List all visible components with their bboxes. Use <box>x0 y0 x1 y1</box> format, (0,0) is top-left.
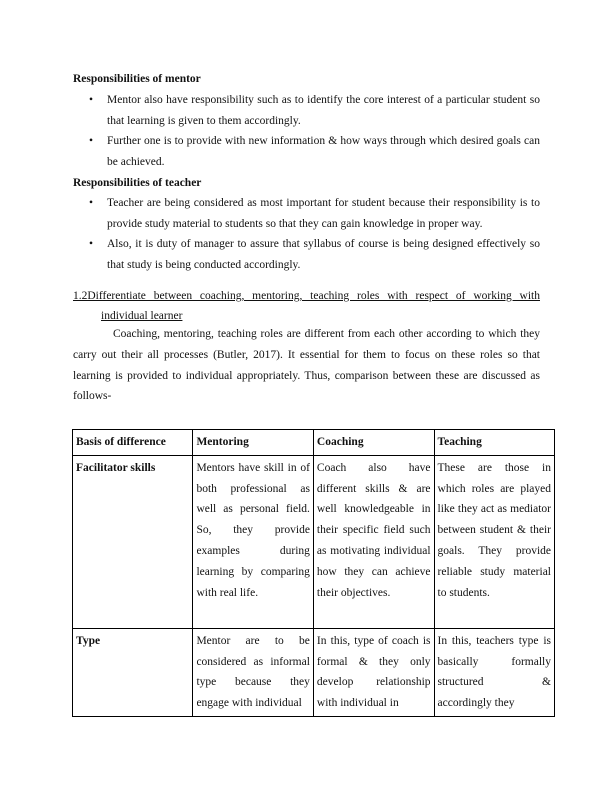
section-title-line-2: individual learner <box>101 310 183 322</box>
header-basis: Basis of difference <box>73 430 193 456</box>
table-row <box>73 628 555 716</box>
intro-paragraph: Coaching, mentoring, teaching roles are different from each other according to which they carry out their all processes (Butler, 2017). It essential for them to focus on these roles so that learning is provided to individual appropriately. Thus, comparison between these are discussed as follows- <box>73 328 540 403</box>
bullet-icon: • <box>89 94 94 106</box>
bullet-text: Also, it is duty of manager to assure that syllabus of course is being designed effectively so that study is being conducted accordingly. <box>107 238 540 271</box>
bullet-text: Further one is to provide with new information & how ways through which desired goals can be achieved. <box>107 135 540 168</box>
bullet-icon: • <box>89 238 94 250</box>
row-coaching: In this, type of coach is formal & they only develop relationship with individual in <box>313 628 434 716</box>
table-row <box>73 455 555 628</box>
mentor-bullet-2 <box>73 131 540 172</box>
bullet-icon: • <box>89 197 94 209</box>
row-basis: Facilitator skills <box>73 455 193 628</box>
mentor-bullet-1 <box>73 90 540 131</box>
teacher-heading: Responsibilities of teacher <box>73 177 202 189</box>
bullet-icon: • <box>89 135 94 147</box>
header-mentoring: Mentoring <box>193 430 313 456</box>
section-title <box>73 286 540 326</box>
teacher-bullet-2 <box>73 234 540 275</box>
row-coaching: Coach also have different skills & are well knowledgeable in their specific field such as motivating individual how they can achieve their objectives. <box>313 455 434 628</box>
bullet-text: Mentor also have responsibility such as to identify the core interest of a particular student so that learning is given to them accordingly. <box>107 94 540 127</box>
row-mentoring: Mentors have skill in of both professional as well as personal field. So, they provide examples during learning by comparing with real life. <box>193 455 313 628</box>
bullet-text: Teacher are being considered as most important for student because their responsibility is to provide study material to students so that they can gain knowledge in proper way. <box>107 197 540 230</box>
row-mentoring: Mentor are to be considered as informal type because they engage with individual <box>193 628 313 716</box>
row-teaching: In this, teachers type is basically formally structured & accordingly they <box>434 628 554 716</box>
section-title-line-1: 1.2Differentiate between coaching, mentoring, teaching roles with respect of working with <box>73 290 540 302</box>
table-header-row <box>73 430 555 456</box>
mentor-heading: Responsibilities of mentor <box>73 73 201 85</box>
comparison-table <box>72 429 555 717</box>
header-coaching: Coaching <box>313 430 434 456</box>
row-teaching: These are those in which roles are played like they act as mediator between student & their goals. They provide reliable study material to students. <box>434 455 554 628</box>
header-teaching: Teaching <box>434 430 554 456</box>
teacher-bullet-1 <box>73 193 540 234</box>
row-basis: Type <box>73 628 193 716</box>
